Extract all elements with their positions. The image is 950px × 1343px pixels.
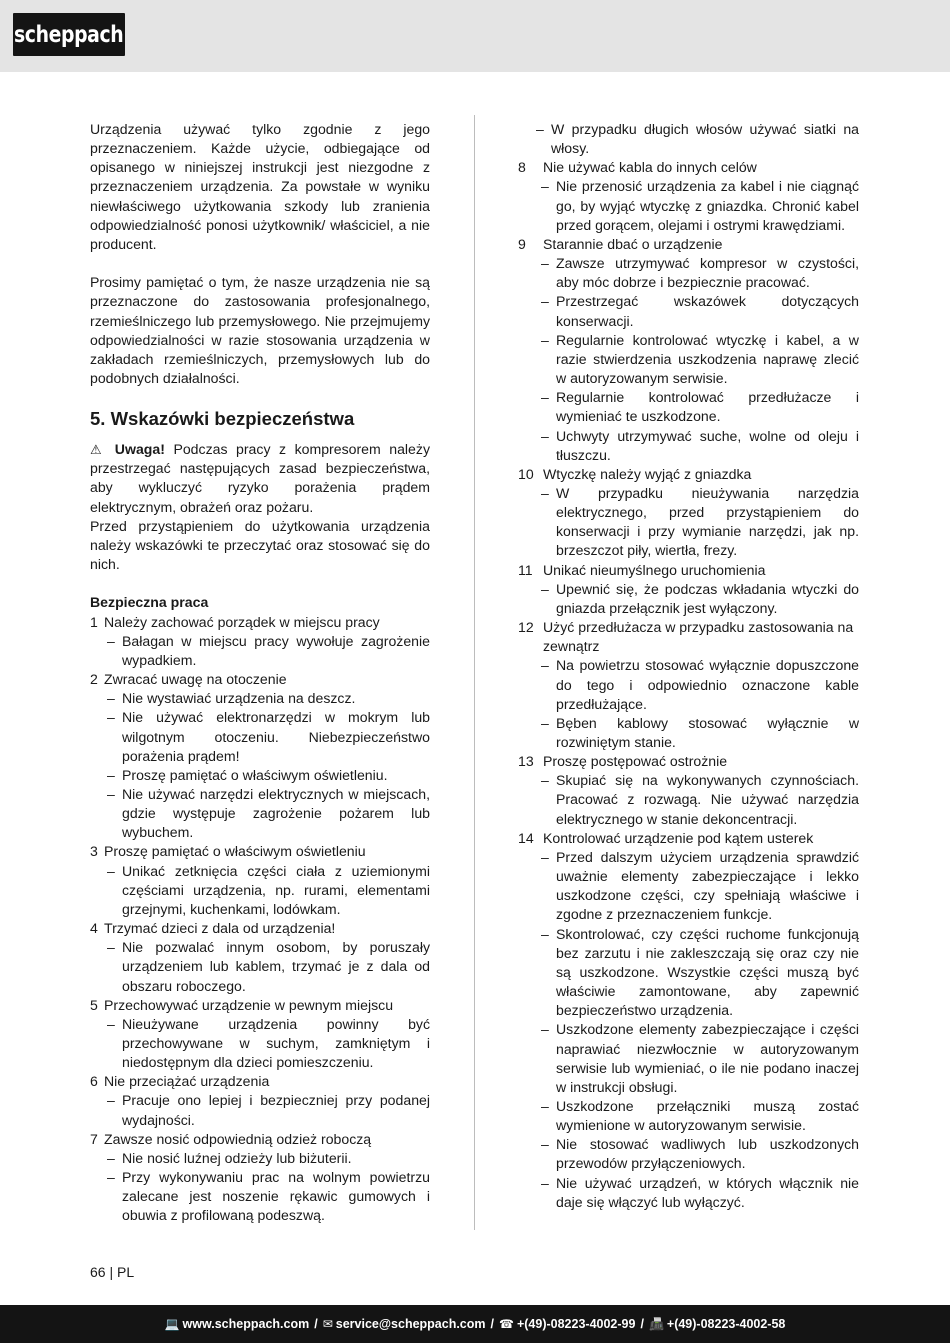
list-sub-item: – W przypadku nieużywania narzędzia elektrycznego, przed przystąpieniem do konserwacji i przy wymianie narzędzi, jak np. brzeszczot piły, wiertła, frezy. [541,484,859,559]
list-sub-item: – Nie używać urządzeń, w których włącznik nie daje się włączyć lub wyłączyć. [541,1174,859,1210]
list-item [518,235,859,254]
list-item [518,158,859,177]
list-sub-item: – Nie używać narzędzi elektrycznych w miejscach, gdzie występuje zagrożenie pożarem lub wybuchem. [107,785,430,841]
list-sub-item: – Pracuje ono lepiej i bezpieczniej przy podanej wydajności. [107,1092,430,1128]
list-item-title: Trzymać dzieci z dala od urządzenia! [104,920,336,937]
list-item [90,670,430,689]
right-item-list [518,158,859,1212]
mail-icon: ✉ [322,1317,333,1331]
fax-icon: 📠 [648,1317,664,1331]
list-sub-item: – Upewnić się, że podczas wkładania wtyczki do gniazda przełącznik jest wyłączony. [541,580,859,616]
list-item-title: Należy zachować porządek w miejscu pracy [104,613,380,630]
intro-paragraph: Urządzenia używać tylko zgodnie z jego przeznaczeniem. Każde użycie, odbiegające od opisanego w niniejszej instrukcji jest niezgodne z przeznaczeniem urządzenia. Za powstałe w wyniku niewłaściwego użytkowania szkody lub zranienia odpowiedzialność ponosi użytkownik/ właściciel, a nie producent. [90,121,430,252]
list-item [518,561,859,580]
list-item [90,842,430,861]
list-sub-item: – Nie używać elektronarzędzi w mokrym lub wilgotnym otoczeniu. Niebezpieczeństwo porażenia prądem! [107,709,430,764]
left-column [90,120,430,1226]
list-item [90,919,430,938]
footer-website: www.scheppach.com [182,1317,310,1331]
list-item-number: 6 [90,1073,98,1090]
warning-icon: ⚠ [90,442,107,458]
header-band [0,0,950,72]
list-item-title: Zawsze nosić odpowiednią odzież roboczą [104,1130,372,1147]
warning-text: Podczas pracy z kompresorem należy przestrzegać następujących zasad bezpieczeństwa, aby wykluczyć ryzyko porażenia prądem elektrycznym, obrażeń oraz pożaru. [90,441,430,515]
list-sub-item: – Uszkodzone elementy zabezpieczające i części naprawiać niezwłocznie w autoryzowanym serwisie lub wymieniać, o ile nie podano inaczej w instrukcji obsługi. [541,1021,859,1095]
column-divider [474,115,475,1230]
list-item-title: Wtyczkę należy wyjąć z gniazdka [543,465,752,482]
list-sub-item: – Nie wystawiać urządzenia na deszcz. [107,690,356,707]
footer-fax: +(49)-08223-4002-58 [666,1317,786,1331]
warning-label: Uwaga! [114,441,165,458]
list-item-number: 10 [518,465,534,482]
list-item-number: 12 [518,619,534,636]
list-item-number: 2 [90,671,98,688]
list-sub-item: – Bałagan w miejscu pracy wywołuje zagrożenie wypadkiem. [107,632,430,668]
list-sub-item: – Nie stosować wadliwych lub uszkodzonych przewodów przyłączeniowych. [541,1136,859,1172]
list-sub-item: – Unikać zetknięcia części ciała z uziemionymi częściami urządzenia, np. rurami, elementami grzejnymi, kuchenkami, lodówkam. [107,862,430,917]
list-item-title: Nie używać kabla do innych celów [543,159,757,176]
list-sub-item: – Zawsze utrzymywać kompresor w czystości, aby móc dobrze i bezpiecznie pracować. [541,255,859,291]
list-item [90,996,430,1015]
phone-icon: ☎ [499,1317,514,1331]
list-item-title: Unikać nieumyślnego uruchomienia [543,561,766,578]
list-item-title: Użyć przedłużacza w przypadku zastosowania na zewnątrz [543,619,854,655]
list-item-number: 8 [518,159,526,176]
warning-paragraph-2: Przed przystąpieniem do użytkowania urządzenia należy wskazówki te przeczytać oraz stosować się do nich. [90,517,430,573]
list-item-number: 11 [518,561,533,578]
section-title: 5. Wskazówki bezpieczeństwa [90,408,355,430]
list-sub-item: – Przy wykonywaniu prac na wolnym powietrzu zalecane jest noszenie rękawic gumowych i obuwia z profilowaną podeszwą. [107,1169,430,1224]
list-item [518,752,859,771]
list-item-title: Proszę postępować ostrożnie [543,753,728,770]
list-item-number: 7 [90,1130,98,1147]
list-sub-item: – Przed dalszym użyciem urządzenia sprawdzić uważnie elementy zabezpieczające i lekko uszkodzone części, czy spełniają właściwe i zgodne z przeznaczeniem funkcje. [541,848,859,923]
list-item-title: Kontrolować urządzenie pod kątem usterek [543,829,814,846]
list-item-number: 4 [90,920,98,937]
list-item [90,1130,430,1149]
list-sub-item: – Uchwyty utrzymywać suche, wolne od oleju i tłuszczu. [541,427,859,463]
list-sub-item: – Proszę pamiętać o właściwym oświetleniu. [107,766,388,783]
right-column [518,120,859,1212]
list-item-title: Starannie dbać o urządzenie [543,235,723,252]
footer-separator: / [490,1317,494,1331]
list-sub-item: – Na powietrzu stosować wyłącznie dopuszczone do tego i odpowiednio oznaczone kable przedłużające. [541,657,859,712]
list-item-number: 1 [90,613,98,630]
list-sub-item: – Nie przenosić urządzenia za kabel i nie ciągnąć go, by wyjąć wtyczkę z gniazdka. Chronić kabel przed gorącem, olejami i ostrymi krawędziami. [541,178,859,233]
subheading: Bezpieczna praca [90,594,209,611]
list-item [90,613,430,632]
brand-logo: scheppach [13,13,125,56]
list-item-number: 9 [518,235,526,252]
list-sub-item: – W przypadku długich włosów używać siatki na włosy. [536,121,859,157]
list-sub-item: – Bęben kablowy stosować wyłącznie w rozwiniętym stanie. [541,714,859,750]
warning-paragraph [90,440,430,517]
intro-paragraph: Prosimy pamiętać o tym, że nasze urządzenia nie są przeznaczone do zastosowania profesjonalnego, rzemieślniczego lub przemysłowego. Nie przejmujemy odpowiedzialności w razie stosowania urządzenia w zakładach rzemieślniczych, przemysłowych lub do podobnych działalności. [90,274,430,387]
footer-email: service@scheppach.com [335,1317,486,1331]
list-sub-item: – Nie nosić luźnej odzieży lub biżuterii. [107,1149,352,1166]
footer-separator: / [314,1317,318,1331]
list-item [90,1072,430,1091]
footer-separator: / [640,1317,644,1331]
list-item [518,618,859,656]
list-item-number: 5 [90,996,98,1013]
list-sub-item: – Skupiać się na wykonywanych czynnościach. Pracować z rozwagą. Nie używać narzędzia elektrycznego w stanie dekoncentracji. [541,772,859,827]
list-sub-item: – Skontrolować, czy części ruchome funkcjonują bez zarzutu i nie zakleszczają się oraz czy nie są uszkodzone. Wszystkie części muszą być właściwie zamontowane, aby zapewnić bezpieczeństwo urządzenia. [541,925,859,1019]
list-item-number: 3 [90,843,98,860]
list-item [518,829,859,848]
list-sub-item: – Nie pozwalać innym osobom, by poruszały urządzeniem lub kablem, trzymać je z dala od obszaru roboczego. [107,939,430,994]
list-sub-item: – Nieużywane urządzenia powinny być przechowywane w suchym, zamkniętym i niedostępnym dla dzieci pomieszczeniu. [107,1015,430,1071]
page-number: 66 | PL [90,1264,135,1280]
list-sub-item: – Przestrzegać wskazówek dotyczących konserwacji. [541,293,859,329]
list-item-title: Nie przeciążać urządzenia [104,1073,270,1090]
list-item-number: 13 [518,753,534,770]
list-item-title: Przechowywać urządzenie w pewnym miejscu [104,996,394,1013]
list-item [518,465,859,484]
footer-band [0,1305,950,1343]
footer-phone: +(49)-08223-4002-99 [516,1317,636,1331]
list-sub-item: – Regularnie kontrolować przedłużacze i wymieniać te uszkodzone. [541,389,859,425]
list-sub-item: – Regularnie kontrolować wtyczkę i kabel, a w razie stwierdzenia uszkodzenia naprawę zlecić w autoryzowanym serwisie. [541,331,859,387]
left-item-list [90,613,430,1226]
list-item-title: Proszę pamiętać o właściwym oświetleniu [104,843,366,860]
list-item-title: Zwracać uwagę na otoczenie [104,671,287,688]
computer-icon: 💻 [164,1317,180,1331]
list-sub-item: – Uszkodzone przełączniki muszą zostać wymienione w autoryzowanym serwisie. [541,1097,859,1134]
list-item-number: 14 [518,829,534,846]
